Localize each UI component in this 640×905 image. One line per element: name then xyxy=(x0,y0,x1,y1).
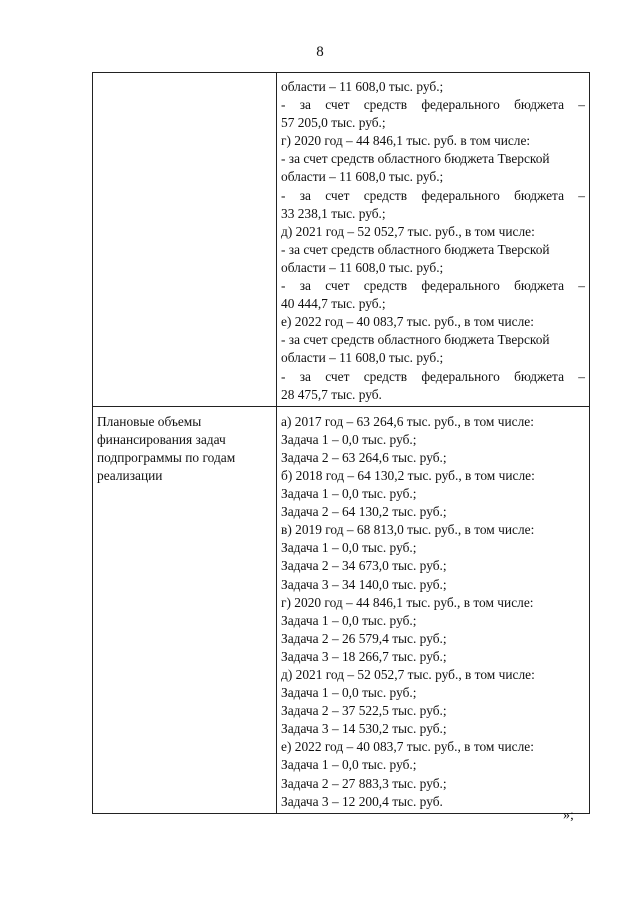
task-funding-line: Задача 2 – 64 130,2 тыс. руб.; xyxy=(281,504,447,520)
funding-line: - за счет средств федерального бюджета – xyxy=(281,97,585,113)
subprogram-finance-table xyxy=(92,72,590,814)
task-funding-line: Задача 3 – 34 140,0 тыс. руб.; xyxy=(281,576,447,592)
funding-line: - за счет средств федерального бюджета – xyxy=(281,368,585,384)
task-funding-line: Задача 1 – 0,0 тыс. руб.; xyxy=(281,685,417,701)
task-funding-line: Задача 1 – 0,0 тыс. руб.; xyxy=(281,540,417,556)
funding-line: - за счет средств областного бюджета Тверской xyxy=(281,151,550,167)
funding-line: е) 2022 год – 40 083,7 тыс. руб., в том числе: xyxy=(281,314,534,330)
funding-sources-cell xyxy=(277,73,590,407)
task-funding-line: Задача 2 – 37 522,5 тыс. руб.; xyxy=(281,703,447,719)
funding-line: - за счет средств областного бюджета Тверской xyxy=(281,241,550,257)
task-funding-line: Задача 2 – 26 579,4 тыс. руб.; xyxy=(281,630,447,646)
task-funding-cell xyxy=(277,406,590,813)
task-funding-line: в) 2019 год – 68 813,0 тыс. руб., в том числе: xyxy=(281,522,535,538)
funding-line: области – 11 608,0 тыс. руб.; xyxy=(281,350,444,366)
row-label-line: финансирования задач xyxy=(97,431,226,447)
task-funding-line: е) 2022 год – 40 083,7 тыс. руб., в том числе: xyxy=(281,739,534,755)
task-funding-line: Задача 1 – 0,0 тыс. руб.; xyxy=(281,431,417,447)
table-row xyxy=(93,73,590,407)
task-funding-line: Задача 2 – 27 883,3 тыс. руб.; xyxy=(281,775,447,791)
task-funding-line: Задача 3 – 14 530,2 тыс. руб.; xyxy=(281,721,447,737)
funding-line: - за счет средств областного бюджета Тверской xyxy=(281,332,550,348)
task-funding-line: Задача 3 – 18 266,7 тыс. руб.; xyxy=(281,648,447,664)
task-funding-line: Задача 1 – 0,0 тыс. руб.; xyxy=(281,757,417,773)
funding-line: 28 475,7 тыс. руб. xyxy=(281,386,382,402)
task-funding-line: Задача 1 – 0,0 тыс. руб.; xyxy=(281,486,417,502)
row-label-line: реализации xyxy=(97,467,163,483)
task-funding-line: Задача 2 – 63 264,6 тыс. руб.; xyxy=(281,449,447,465)
row-label-line: Плановые объемы xyxy=(97,413,202,429)
funding-line: 33 238,1 тыс. руб.; xyxy=(281,205,386,221)
planned-volumes-label-cell xyxy=(93,406,277,813)
task-funding-line: д) 2021 год – 52 052,7 тыс. руб., в том числе: xyxy=(281,667,535,682)
row-label-line: подпрограммы по годам xyxy=(97,449,236,465)
funding-line: г) 2020 год – 44 846,1 тыс. руб. в том числе: xyxy=(281,133,531,149)
task-funding-line: г) 2020 год – 44 846,1 тыс. руб., в том числе: xyxy=(281,594,534,610)
funding-line: области – 11 608,0 тыс. руб.; xyxy=(281,79,444,94)
funding-line: - за счет средств федерального бюджета – xyxy=(281,278,585,294)
task-funding-line: Задача 1 – 0,0 тыс. руб.; xyxy=(281,612,417,628)
closing-quote-mark: »; xyxy=(563,808,574,823)
funding-line: 57 205,0 тыс. руб.; xyxy=(281,115,386,131)
task-funding-line: Задача 2 – 34 673,0 тыс. руб.; xyxy=(281,558,447,574)
page-number: 8 xyxy=(316,44,324,60)
table-row xyxy=(93,406,590,813)
funding-line: - за счет средств федерального бюджета – xyxy=(281,187,585,203)
task-funding-line: б) 2018 год – 64 130,2 тыс. руб., в том числе: xyxy=(281,467,535,483)
task-funding-line: а) 2017 год – 63 264,6 тыс. руб., в том числе: xyxy=(281,413,534,429)
funding-line: 40 444,7 тыс. руб.; xyxy=(281,296,386,312)
funding-line: области – 11 608,0 тыс. руб.; xyxy=(281,169,444,185)
task-funding-line: Задача 3 – 12 200,4 тыс. руб. xyxy=(281,793,443,809)
funding-line: области – 11 608,0 тыс. руб.; xyxy=(281,259,444,275)
funding-line: д) 2021 год – 52 052,7 тыс. руб., в том числе: xyxy=(281,223,535,239)
row-label-cell xyxy=(93,73,277,407)
